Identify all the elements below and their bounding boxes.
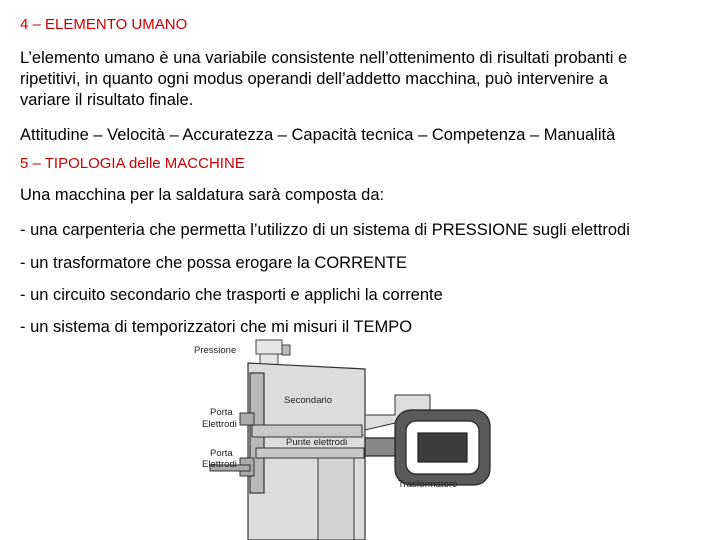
paragraph-line: L’elemento umano è una variabile consistente nell’ottenimento di risultati probanti e	[20, 49, 628, 67]
welding-machine-diagram	[190, 335, 530, 540]
label-pressione: Pressione	[194, 345, 237, 356]
label-porta-elettrodi-lower-1: Porta	[210, 448, 233, 459]
lower-arm	[256, 448, 364, 458]
label-porta-elettrodi-upper-2: Elettrodi	[202, 419, 237, 430]
paragraph-line: ripetitivi, in quanto ogni modus operandi dell’addetto macchina, può intervenire a	[20, 70, 608, 88]
section-4-paragraph	[20, 48, 627, 111]
list-item: - un trasformatore che possa erogare la CORRENTE	[20, 254, 407, 272]
list-item: - un circuito secondario che trasporti e applichi la corrente	[20, 286, 443, 304]
base-column	[318, 458, 354, 540]
label-porta-elettrodi-lower-2: Elettrodi	[202, 459, 237, 470]
human-attributes-line: Attitudine – Velocità – Accuratezza – Capacità tecnica – Competenza – Manualità	[20, 126, 616, 144]
list-item: - un sistema di temporizzatori che mi misuri il TEMPO	[20, 318, 413, 336]
label-secondario: Secondario	[284, 395, 333, 406]
label-porta-elettrodi-upper-1: Porta	[210, 407, 233, 418]
label-punte-elettrodi: Punte elettrodi	[286, 437, 348, 448]
paragraph-line: variare il risultato finale.	[20, 91, 194, 109]
list-item: - una carpenteria che permetta l’utilizzo di un sistema di PRESSIONE sugli elettrodi	[20, 221, 630, 239]
label-trasformatore: Trasformatore	[398, 479, 458, 490]
upper-arm	[252, 425, 362, 437]
section-4-heading: 4 – ELEMENTO UMANO	[20, 16, 188, 33]
section-5-heading: 5 – TIPOLOGIA delle MACCHINE	[20, 155, 245, 172]
section-5-intro: Una macchina per la saldatura sarà composta da:	[20, 186, 385, 204]
